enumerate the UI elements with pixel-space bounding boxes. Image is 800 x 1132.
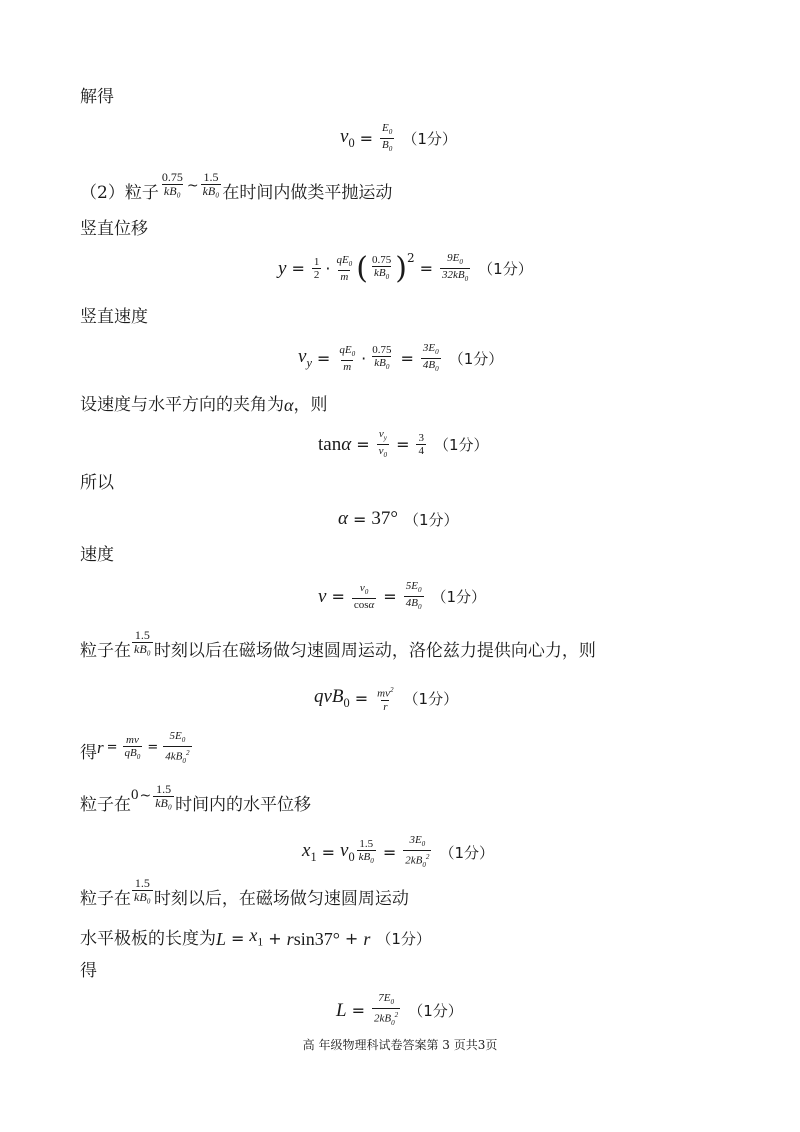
part2-prefix: （2）粒子 bbox=[80, 183, 159, 203]
page-footer: 高 年级物理科试卷答案第 3 页共3页 bbox=[302, 1038, 498, 1052]
equation-v0: $v_0$ = $\frac{E_0}{B_0}$ （1分） bbox=[340, 122, 457, 154]
equation-L: L = $\frac{7E_0}{2kB_0^2}$ （1分） bbox=[336, 992, 463, 1028]
score-mark: （1分） bbox=[431, 588, 487, 607]
score-mark: （1分） bbox=[439, 844, 495, 863]
time-fraction-15: $\frac{1.5}{\text{kB₀}}$ bbox=[134, 875, 151, 904]
text-vertical-displacement: 竖直位移 bbox=[80, 219, 148, 239]
text-plate-length: 水平极板的长度为 L = $x_1$ + r sin37° + r （1分） bbox=[80, 925, 431, 949]
score-mark: （1分） bbox=[408, 1002, 463, 1021]
score-mark: （1分） bbox=[478, 260, 533, 279]
part2-suffix: 在时间内做类平抛运动 bbox=[222, 183, 393, 203]
time-fraction-15: $\frac{1.5}{\text{kB₀}}$ bbox=[202, 169, 220, 198]
text-radius: 得 r = $\frac{mv}{qB_0}$ = $\frac{5E_0}{4kB_0^2}$ bbox=[80, 730, 190, 766]
equation-v: v = $\frac{v_0}{\cos\alpha}$ = $\frac{5E_0}{4B_0}$ （1分） bbox=[318, 580, 487, 612]
score-mark: （1分） bbox=[448, 350, 504, 369]
score-mark: （1分） bbox=[404, 510, 459, 529]
text-after-time: 粒子在 $\frac{1.5}{\text{kB₀}}$ 时刻以后，在磁场做匀速圆周运动 bbox=[80, 875, 409, 909]
equation-tan: tan α = $\frac{v_y}{v_0}$ = $\frac{3}{4}$ （1分） bbox=[318, 428, 489, 460]
text-de-final: 得 bbox=[80, 961, 97, 981]
text-circle-motion: 粒子在 $\frac{1.5}{\text{kB₀}}$ 时刻以后在磁场做匀速圆周运动，洛伦兹力提供向心力，则 bbox=[80, 627, 596, 661]
equation-lorentz: qvB$_0$ = $\frac{mv^2}{r}$ （1分） bbox=[314, 685, 459, 713]
text-part2: （2）粒子 $\frac{0.75}{\text{kB₀}}$ ~ $\frac{1.5}{\text{kB₀}}$ 在时间内做类平抛运动 bbox=[80, 169, 393, 203]
text-sudu: 速度 bbox=[80, 545, 114, 565]
text-suoyi: 所以 bbox=[80, 473, 114, 493]
text-horizontal: 粒子在 0 ~ $\frac{1.5}{\text{kB₀}}$ 时间内的水平位移 bbox=[80, 781, 312, 815]
equation-vy: $v_y$ = $\frac{qE_0}{m}$ · $\frac{0.75}{kB_0}$ = $\frac{3E_0}{4B_0}$ （1分） bbox=[298, 342, 504, 374]
time-fraction-15: $\frac{1.5}{\text{kB₀}}$ bbox=[134, 627, 151, 656]
equation-y: y = $\frac{1}{2}$ · $\frac{qE_0}{m}$ ( $\frac{0.75}{kB_0}$ ) 2 = $\frac{9E_0}{32kB_0}$ （1分） bbox=[278, 250, 533, 286]
text-jiede: 解得 bbox=[80, 87, 114, 107]
score-mark: （1分） bbox=[376, 929, 431, 948]
text-angle-intro: 设速度与水平方向的夹角为 α ，则 bbox=[80, 395, 328, 415]
time-fraction-075: $\frac{0.75}{\text{kB₀}}$ bbox=[161, 169, 183, 198]
score-mark: （1分） bbox=[403, 689, 459, 708]
time-fraction-15: $\frac{1.5}{\text{kB₀}}$ bbox=[155, 781, 173, 810]
equation-x1: $x_1$ = $v_0$ $\frac{1.5}{kB_0}$ = $\frac{3E_0}{2kB_0^2}$ （1分） bbox=[302, 834, 495, 870]
score-mark: （1分） bbox=[433, 436, 489, 455]
score-mark: （1分） bbox=[402, 130, 457, 149]
text-vertical-velocity: 竖直速度 bbox=[80, 307, 148, 327]
equation-alpha: α = 37° （1分） bbox=[338, 508, 459, 529]
